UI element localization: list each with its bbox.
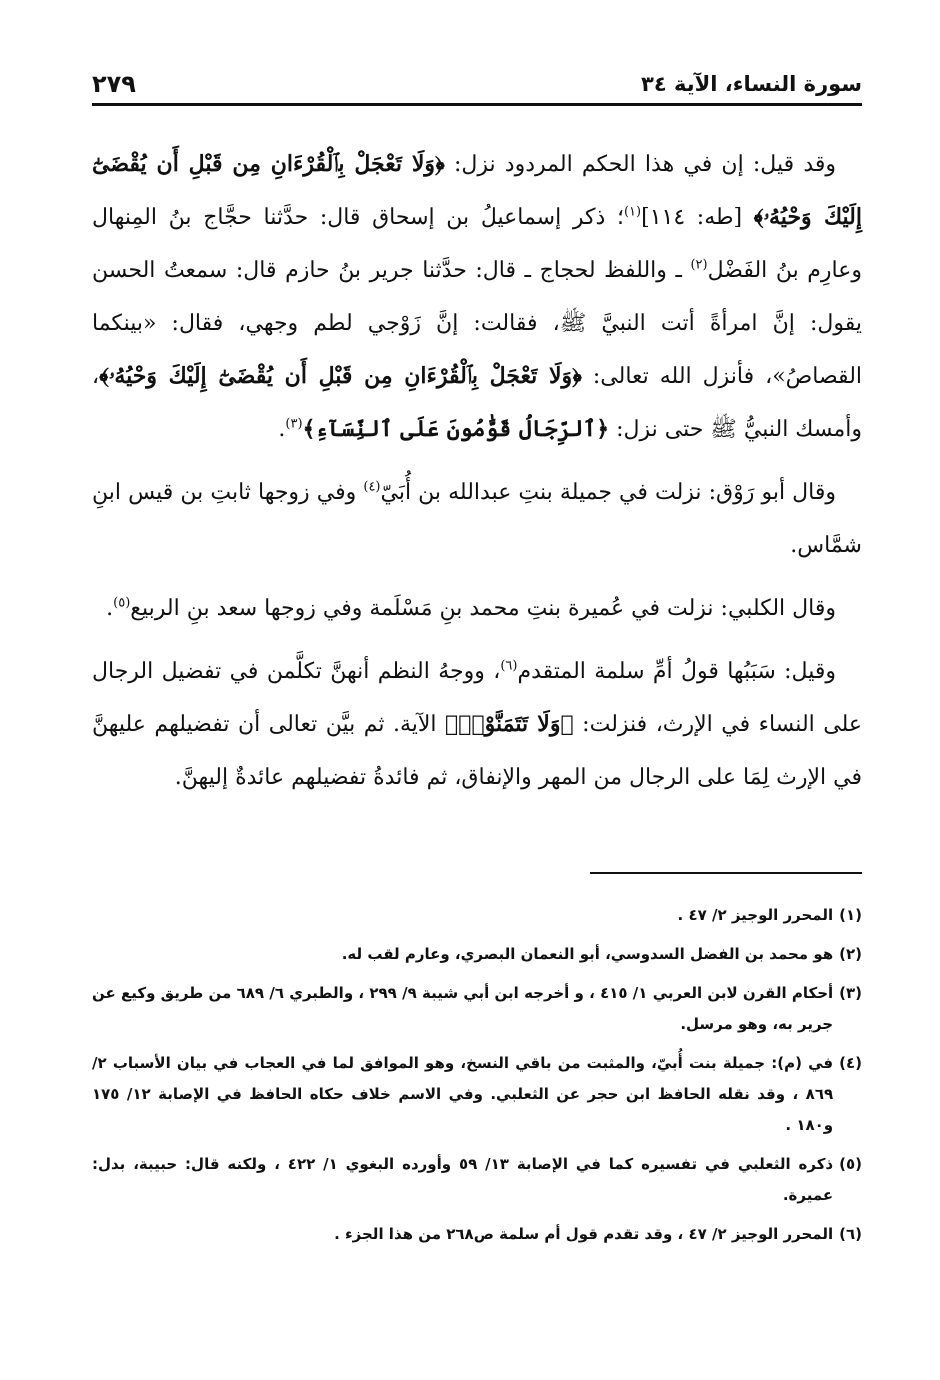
footnote-number: (٣) — [839, 984, 862, 1002]
footnote-marker: (٥) — [113, 595, 131, 611]
footnote — [92, 1048, 862, 1141]
footnote-divider — [590, 872, 862, 874]
paragraph — [92, 138, 862, 456]
page-header — [92, 68, 862, 102]
quran-quote: ﴿وَلَا تَعْجَلْ بِٱلْقُرْءَانِ مِن قَبْلِ أَن يُقْضَىٰٓ إِلَيْكَ وَحْيُهُۥ﴾ — [92, 151, 862, 230]
footnote — [92, 1149, 862, 1211]
quran-quote: ﴿وَلَا تَعْجَلْ بِٱلْقُرْءَانِ مِن قَبْلِ أَن يُقْضَىٰٓ إِلَيْكَ وَحْيُهُۥ﴾ — [99, 363, 582, 389]
footnote — [92, 1219, 862, 1250]
text-segment: ، وأمسك النبيُّ ﷺ حتى نزل: — [92, 364, 862, 442]
footnote-marker: (٦) — [500, 658, 518, 674]
text-segment: ؛ ذكر إسماعيلُ بن إسحاق قال: حدَّثنا حجَّاج بنُ المِنهال وعارِم بنُ الفَضْل — [92, 205, 862, 283]
text-segment: ، ووجهُ النظم أنهنَّ تكلَّمن في تفضيل الرجال على النساء في الإرث، فنزلت: — [92, 659, 863, 737]
footnote — [92, 900, 862, 931]
paragraph — [92, 466, 862, 572]
text-segment: [طه: ١١٤] — [641, 205, 754, 230]
surah-title: سورة النساء، الآية ٣٤ — [641, 72, 862, 96]
footnotes-section — [92, 900, 862, 1258]
text-segment: وفي زوجها ثابتِ بن قيس ابنِ شمَّاس. — [92, 480, 862, 558]
text-segment: . — [278, 417, 286, 442]
text-segment: وقال أبو رَوْق: نزلت في جميلة بنتِ عبدالله بن أُبَيّ — [380, 480, 836, 505]
footnote-number: (٦) — [839, 1225, 862, 1243]
footnote-text: ذكره الثعلبي في تفسيره كما في الإصابة ١٣/ ٥٩ وأورده البغوي ١/ ٤٢٢ ، ولكنه قال: حبيبة، بدل: عميرة. — [92, 1155, 834, 1204]
page-number: ٢٧٩ — [92, 70, 136, 98]
paragraph — [92, 645, 862, 804]
footnote-marker: (١) — [623, 204, 642, 220]
footnote — [92, 978, 862, 1040]
text-segment: وقال الكلبي: نزلت في عُميرة بنتِ محمد بنِ مَسْلَمة وفي زوجها سعد بنِ الربيع — [130, 596, 836, 621]
footnote-marker: (٤) — [363, 479, 381, 495]
quran-quote: ﴿ٱلرِّجَالُ قَوَّٰمُونَ عَلَى ٱلنِّسَآءِ﴾ — [302, 416, 610, 442]
text-segment: ـ واللفظ لحجاج ـ قال: حدَّثنا جرير بنُ حازم قال: سمعتُ الحسن يقول: إنَّ امرأةً أتت النبيَّ ﷺ، فقالت: إنَّ زَوْجي لطم وجهي، فقال: «بينكما القصاصُ»، فأنزل الله تعالى: — [92, 258, 863, 389]
footnote-text: أحكام القرن لابن العربي ١/ ٤١٥ ، و أخرجه ابن أبي شيبة ٩/ ٢٩٩ ، والطبري ٦/ ٦٨٩ من طريق وكيع عن جرير به، وهو مرسل. — [92, 984, 834, 1033]
footnote-text: هو محمد بن الفضل السدوسي، أبو النعمان البصري، وعارم لقب له. — [341, 945, 834, 963]
text-segment: وقيل: سَبَبُها قولُ أمِّ سلمة المتقدم — [517, 659, 836, 684]
footnote-marker: (٣) — [285, 416, 303, 432]
footnote-text: المحرر الوجيز ٢/ ٤٧ ، وقد تقدم قول أم سلمة ص٢٦٨ من هذا الجزء . — [334, 1225, 834, 1243]
text-segment: . — [106, 596, 114, 621]
footnote-number: (٤) — [839, 1054, 862, 1072]
footnote-number: (٢) — [839, 945, 862, 963]
footnote-number: (١) — [839, 906, 862, 924]
paragraph — [92, 582, 862, 635]
footnote-marker: (٢) — [690, 257, 708, 273]
footnote-number: (٥) — [839, 1155, 862, 1173]
main-text — [92, 138, 862, 814]
text-segment: الآية. ثم بيَّن تعالى أن تفضيلهم عليهنَّ في الإرث لِمَا على الرجال من المهر والإنفاق، ثم فائدةُ تفضيلهم عائدةٌ إليهنَّ. — [92, 712, 862, 790]
quran-quote: ﴿وَلَا تَتَمَنَّوْا۟﴾ — [445, 711, 574, 737]
footnote-text: في (م): جميلة بنت أُبيّ، والمثبت من باقي النسخ، وهو الموافق لما في العجاب في بيان الأسباب ٢/ ٨٦٩ ، وقد نقله الحافظ ابن حجر عن الثعلبي. وفي الاسم خلاف حكاه الحافظ في الإصابة ١٢/ ١٧٥ و١٨٠ . — [92, 1054, 834, 1134]
header-divider — [92, 103, 862, 106]
text-segment: وقد قيل: إن في هذا الحكم المردود نزل: — [444, 152, 837, 177]
footnote — [92, 939, 862, 970]
footnote-text: المحرر الوجيز ٢/ ٤٧ . — [677, 906, 834, 924]
